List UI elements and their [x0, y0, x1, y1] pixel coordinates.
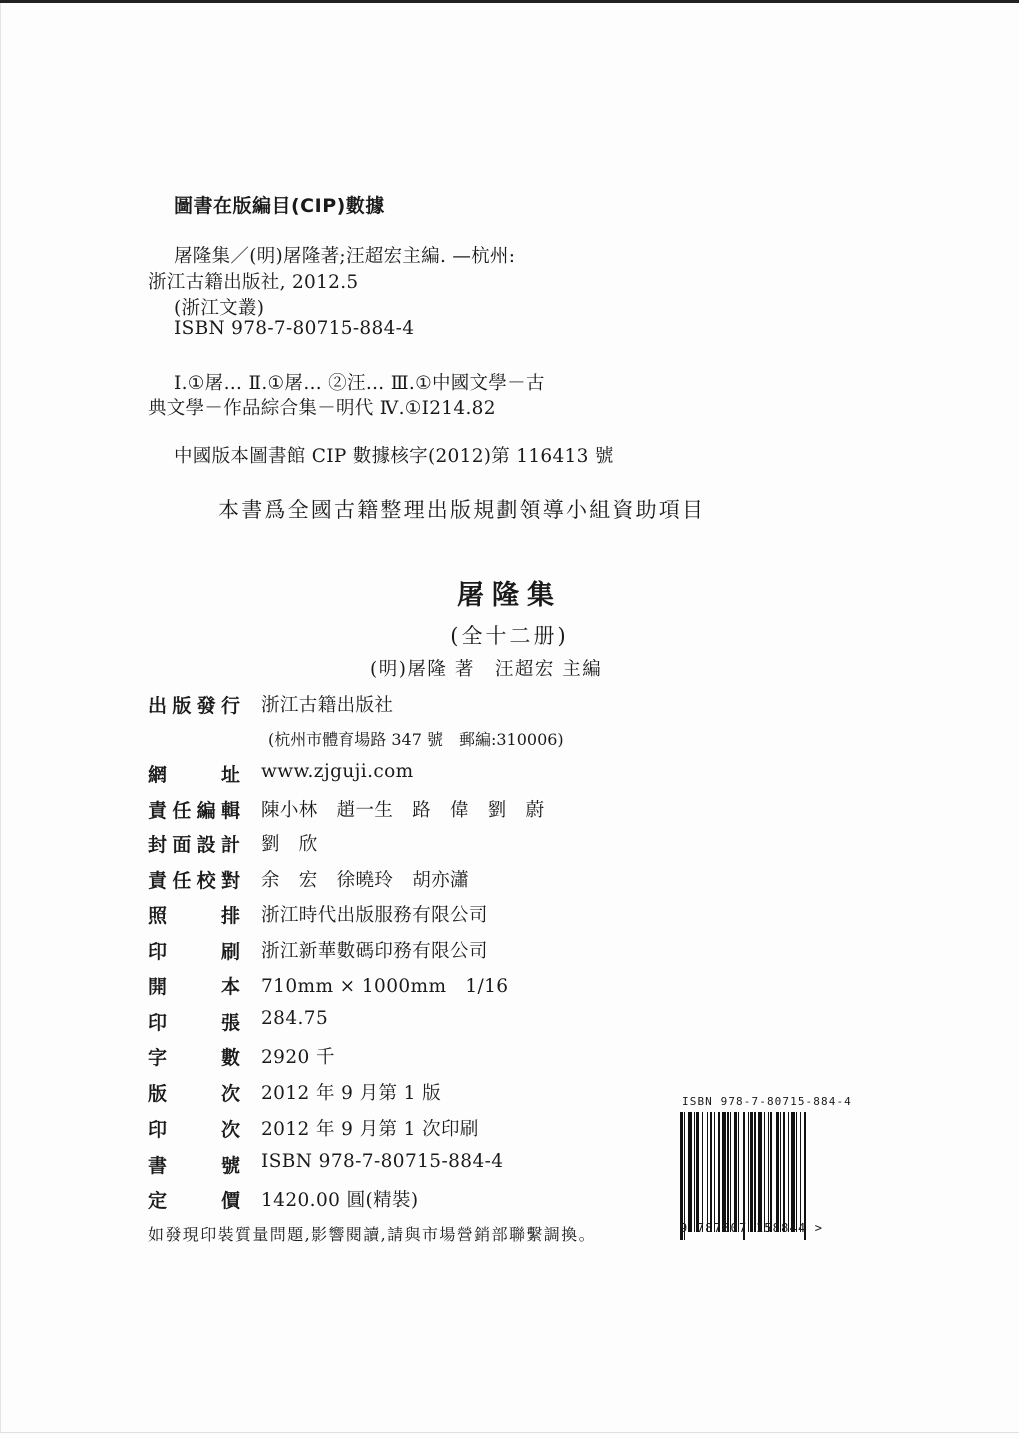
- barcode-bar: [738, 1112, 739, 1232]
- isbn-label: 書 號: [148, 1155, 240, 1177]
- barcode-bar: [770, 1112, 771, 1232]
- sheets-value: 284.75: [261, 1008, 329, 1029]
- price-value: 1420.00 圓(精裝): [261, 1190, 419, 1211]
- quality-notice: 如發現印裝質量問題,影響閱讀,請與市場營銷部聯繫調換。: [148, 1225, 596, 1244]
- cip-record-number: 中國版本圖書館 CIP 數據核字(2012)第 116413 號: [174, 446, 614, 467]
- barcode-bar: [800, 1112, 801, 1232]
- barcode-bar: [780, 1112, 781, 1232]
- barcode-bar: [796, 1112, 797, 1232]
- word-count-label: 字 數: [148, 1047, 240, 1069]
- barcode-bar: [722, 1112, 726, 1232]
- funding-note: 本書爲全國古籍整理出版規劃領導小組資助項目: [218, 498, 706, 522]
- format-value: 710mm × 1000mm 1/16: [261, 976, 509, 997]
- sheets-label: 印 張: [148, 1012, 240, 1034]
- isbn-barcode: [680, 1095, 852, 1234]
- barcode-isbn-text: ISBN 978-7-80715-884-4: [682, 1095, 852, 1108]
- barcode-bar: [791, 1112, 795, 1232]
- barcode-bar: [710, 1112, 713, 1232]
- impression-value: 2012 年 9 月第 1 次印刷: [261, 1119, 479, 1140]
- barcode-bar: [776, 1112, 779, 1232]
- barcode-bar: [688, 1112, 692, 1232]
- barcode-bars: [680, 1112, 850, 1234]
- barcode-bar: [768, 1112, 769, 1232]
- barcode-bar: [754, 1112, 755, 1232]
- proofreaders-label: 責 任 校 對: [148, 870, 240, 892]
- printing-value: 浙江新華數碼印務有限公司: [261, 941, 488, 962]
- authors-line: (明)屠隆 著 汪超宏 主編: [370, 659, 603, 680]
- publisher-address: (杭州市體育場路 347 號 郵編:310006): [268, 730, 564, 749]
- barcode-bar: [707, 1112, 708, 1232]
- barcode-bar: [788, 1112, 789, 1232]
- cover-design-value: 劉 欣: [261, 834, 318, 855]
- barcode-digits: 9 787807 158844 >: [680, 1221, 824, 1235]
- isbn-value: ISBN 978-7-80715-884-4: [261, 1151, 504, 1172]
- website-value: www.zjguji.com: [261, 761, 414, 782]
- edition-value: 2012 年 9 月第 1 版: [261, 1083, 442, 1104]
- barcode-bar: [714, 1112, 715, 1232]
- typesetting-label: 照 排: [148, 905, 240, 927]
- typesetting-value: 浙江時代出版服務有限公司: [261, 905, 488, 926]
- cip-line-4: ISBN 978-7-80715-884-4: [174, 318, 415, 339]
- barcode-bar: [696, 1112, 699, 1232]
- cover-design-label: 封 面 設 計: [148, 834, 240, 856]
- editors-label: 責 任 編 輯: [148, 800, 240, 822]
- price-label: 定 價: [148, 1190, 240, 1212]
- word-count-value: 2920 千: [261, 1047, 335, 1068]
- cip-classification-line-2: 典文學－作品綜合集－明代 Ⅳ.①I214.82: [148, 398, 496, 419]
- cip-heading: 圖書在版編目(CIP)數據: [174, 195, 385, 217]
- website-label: 網 址: [148, 764, 240, 786]
- barcode-bar: [730, 1112, 731, 1232]
- barcode-bar: [718, 1112, 721, 1232]
- volume-count: (全十二册): [450, 624, 569, 648]
- cip-line-2: 浙江古籍出版社, 2012.5: [148, 272, 359, 293]
- printing-label: 印 刷: [148, 941, 240, 963]
- barcode-bar: [758, 1112, 762, 1232]
- page-border: [0, 3, 1019, 1433]
- barcode-bar: [750, 1112, 753, 1232]
- barcode-bar: [727, 1112, 728, 1232]
- edition-label: 版 次: [148, 1083, 240, 1105]
- cip-line-1: 屠隆集／(明)屠隆著;汪超宏主編. —杭州:: [174, 246, 516, 267]
- cip-classification-line-1: Ⅰ.①屠… Ⅱ.①屠… ②汪… Ⅲ.①中國文學－古: [174, 373, 545, 394]
- format-label: 開 本: [148, 976, 240, 998]
- barcode-bar: [748, 1112, 749, 1232]
- cip-line-3: (浙江文叢): [174, 298, 265, 319]
- barcode-bar: [764, 1112, 765, 1232]
- impression-label: 印 次: [148, 1119, 240, 1141]
- book-title: 屠隆集: [457, 580, 562, 611]
- publisher-label: 出 版 發 行: [148, 695, 240, 717]
- proofreaders-value: 余 宏 徐曉玲 胡亦瀟: [261, 870, 469, 891]
- publisher-value: 浙江古籍出版社: [261, 695, 394, 716]
- barcode-bar: [783, 1112, 786, 1232]
- barcode-bar: [734, 1112, 737, 1232]
- editors-value: 陳小林 趙一生 路 偉 劉 蔚: [261, 800, 545, 821]
- barcode-bar: [702, 1112, 703, 1232]
- barcode-bar: [694, 1112, 695, 1232]
